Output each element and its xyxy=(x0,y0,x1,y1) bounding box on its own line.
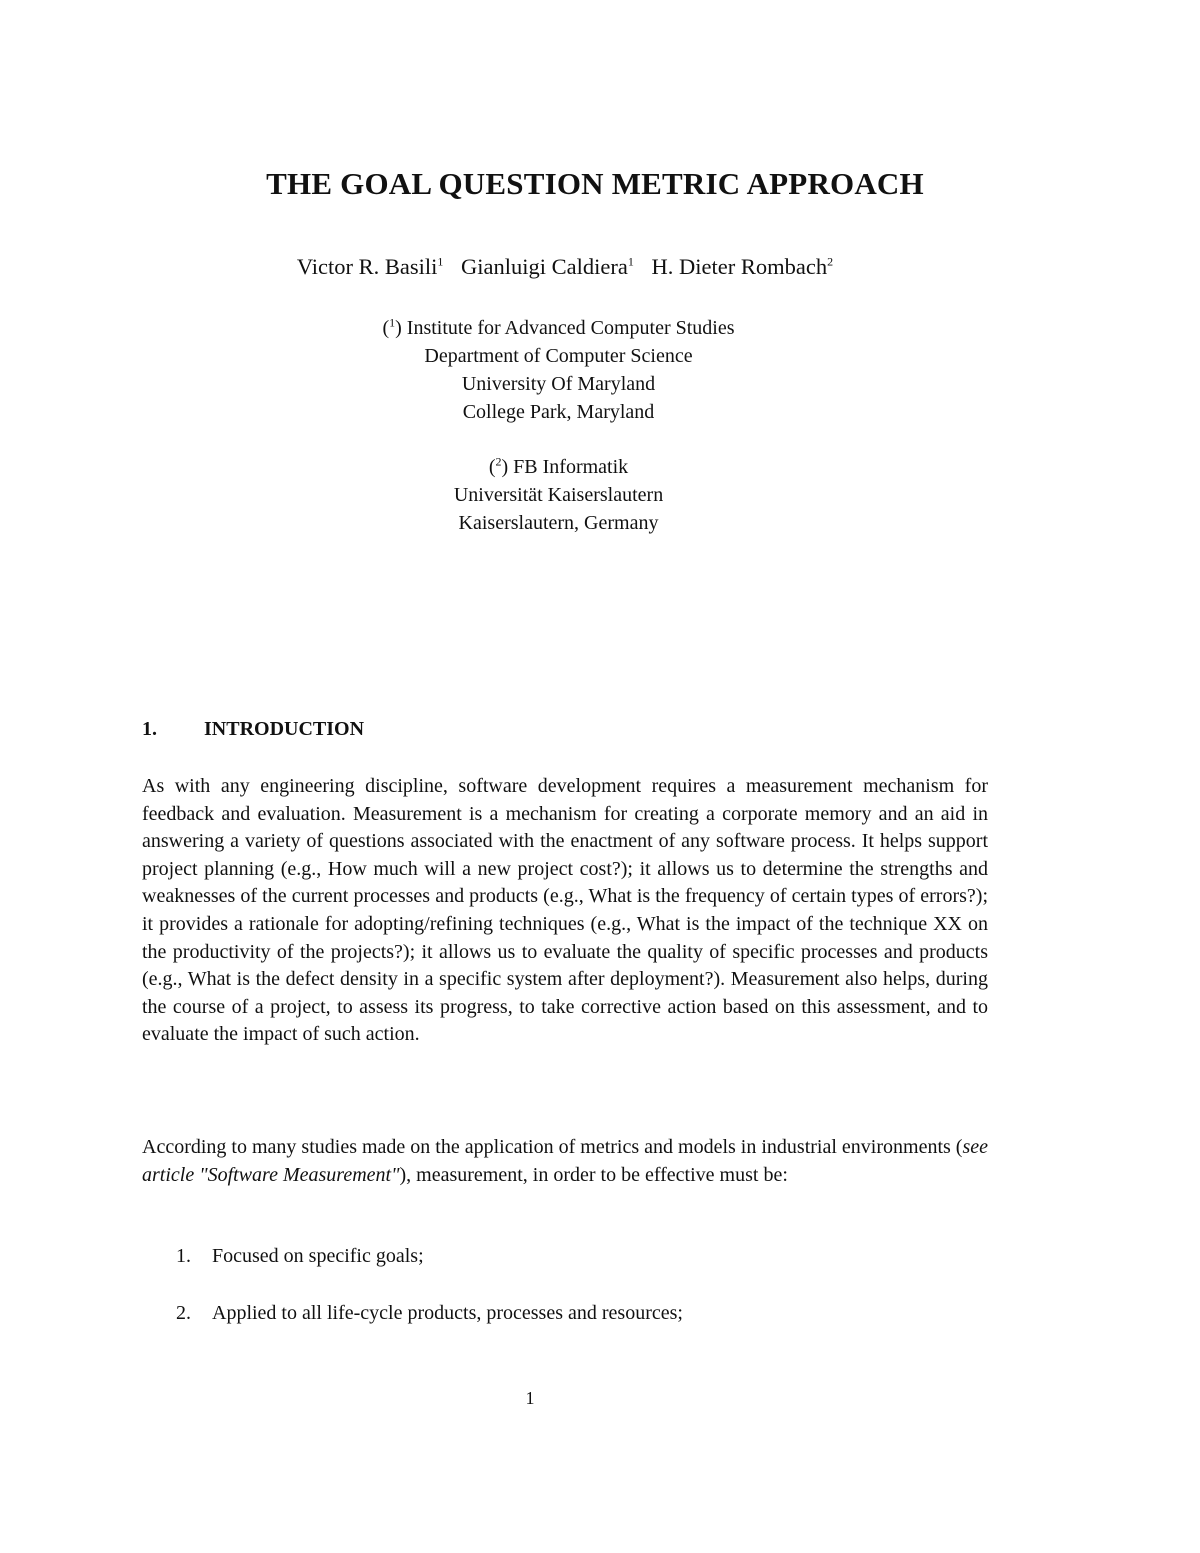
affiliation-line: Universität Kaiserslautern xyxy=(453,484,664,506)
affiliation-mark: 1 xyxy=(627,254,634,269)
article-reference: see article "Software Measurement" xyxy=(142,1136,988,1186)
author-caldiera xyxy=(461,254,634,279)
author-basili xyxy=(297,254,444,279)
affiliation-line: ($^1$) Institute for Advanced Computer Studies xyxy=(382,315,735,339)
page-number: 1 xyxy=(525,1388,535,1408)
section-number: 1. xyxy=(142,718,157,740)
list-item xyxy=(176,1302,683,1325)
affiliation-kaiserslautern xyxy=(0,453,1117,537)
affiliation-line: College Park, Maryland xyxy=(462,401,655,423)
list-text: Focused on specific goals; xyxy=(212,1245,424,1267)
list-item xyxy=(176,1245,424,1268)
author-name: Gianluigi Caldiera xyxy=(461,254,628,279)
list-number: 2. xyxy=(176,1302,191,1324)
author-list xyxy=(0,254,1130,280)
paper-title: THE GOAL QUESTION METRIC APPROACH xyxy=(266,166,924,201)
affiliation-line: ($^2$) FB Informatik xyxy=(488,454,629,478)
affiliation-line: Kaiserslautern, Germany xyxy=(458,512,659,534)
author-name: Victor R. Basili xyxy=(296,254,438,279)
section-heading-introduction xyxy=(142,718,364,741)
body-paragraph: According to many studies made on the application of metrics and models in industrial environments (see article "Software Measurement"), measurement, in order to be effective must be: xyxy=(142,1136,988,1186)
affiliation-mark: 2 xyxy=(827,254,834,269)
affiliation-maryland xyxy=(0,314,1117,426)
affiliation-mark: 2 xyxy=(495,454,502,469)
author-rombach xyxy=(652,254,834,279)
author-name: H. Dieter Rombach xyxy=(651,254,828,279)
list-text: Applied to all life-cycle products, processes and resources; xyxy=(212,1302,683,1324)
body-paragraph: As with any engineering discipline, software development requires a measurement mechanism for feedback and evaluation. Measurement is a mechanism for creating a corporate memory and an aid in answering a variety of questions associated with the enactment of any software process. It helps support project planning (e.g., How much will a new project cost?); it allows us to determine the strengths and weaknesses of the current processes and products (e.g., What is the frequency of certain types of errors?); it provides a rationale for adopting/refining techniques (e.g., What is the impact of the technique XX on the productivity of the projects?); it allows us to evaluate the quality of specific processes and products (e.g., What is the defect density in a specific system after deployment?). Measurement also helps, during the course of a project, to assess its progress, to take corrective action based on this assessment, and to evaluate the impact of such action. xyxy=(142,775,988,1046)
list-number: 1. xyxy=(176,1245,191,1267)
affiliation-line: University Of Maryland xyxy=(461,373,656,395)
affiliation-line: Department of Computer Science xyxy=(424,345,693,367)
section-title: INTRODUCTION xyxy=(204,718,365,740)
affiliation-mark: 1 xyxy=(437,254,444,269)
affiliation-mark: 1 xyxy=(389,315,396,330)
